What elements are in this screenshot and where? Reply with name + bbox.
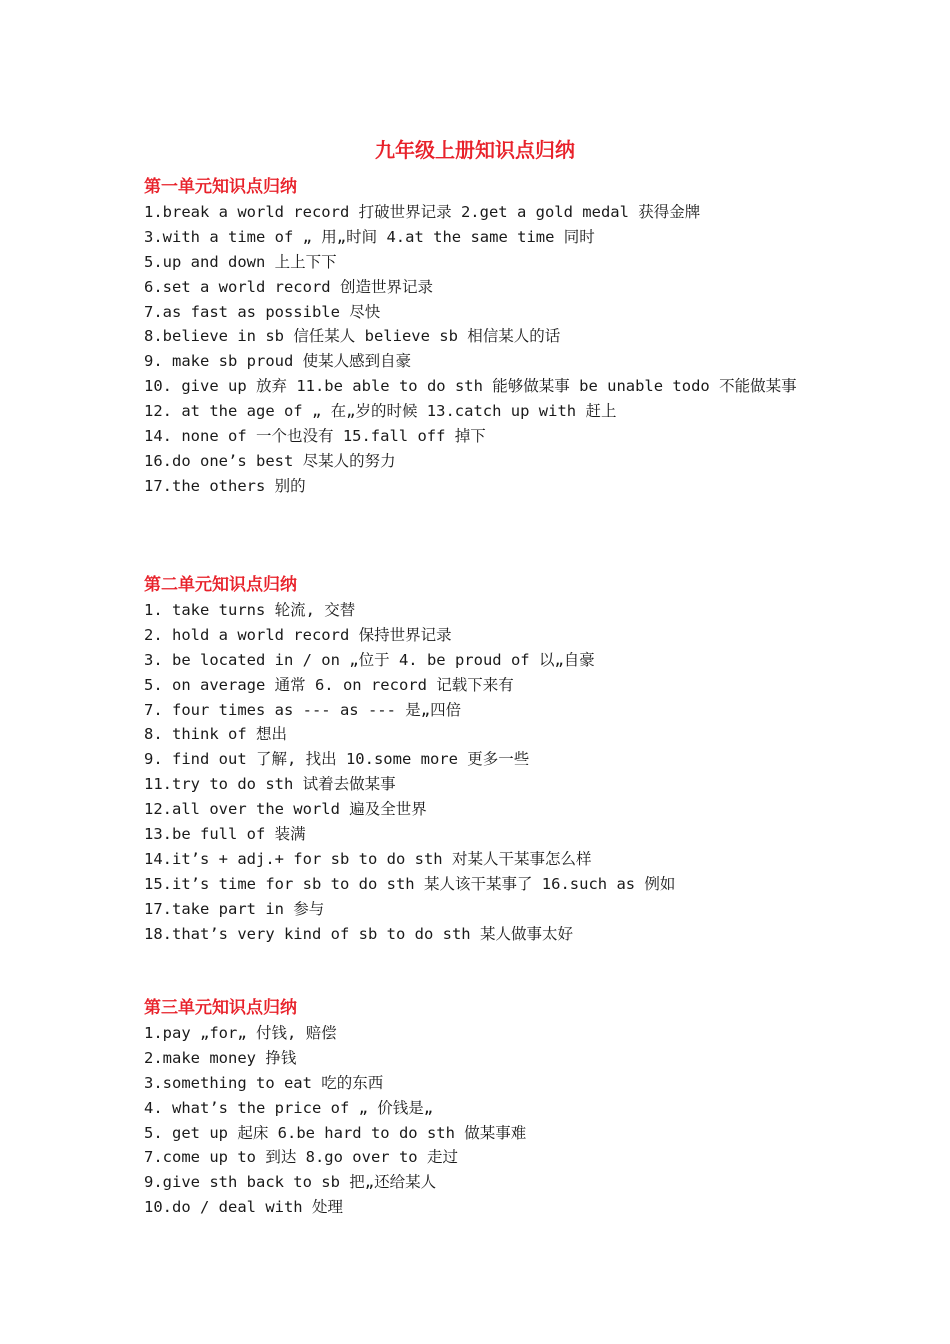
list-item: 1. take turns 轮流, 交替 bbox=[144, 600, 356, 619]
list-item: 5.up and down 上上下下 bbox=[144, 252, 337, 271]
list-item: 3.with a time of „ 用„时间 4.at the same time 同时 bbox=[144, 227, 595, 246]
list-item: 5. get up 起床 6.be hard to do sth 做某事难 bbox=[144, 1123, 527, 1142]
list-item: 12. at the age of „ 在„岁的时候 13.catch up with 赶上 bbox=[144, 402, 617, 421]
list-item: 16.do one’s best 尽某人的努力 bbox=[144, 451, 396, 470]
list-item: 7.as fast as possible 尽快 bbox=[144, 302, 381, 321]
list-item: 3.something to eat 吃的东西 bbox=[144, 1073, 384, 1092]
list-item: 17.take part in 参与 bbox=[144, 899, 325, 918]
list-item: 3. be located in / on „位于 4. be proud of 以„自豪 bbox=[144, 650, 595, 669]
list-item: 7. four times as --- as --- 是„四倍 bbox=[144, 700, 462, 719]
list-item: 14. none of 一个也没有 15.fall off 掉下 bbox=[144, 427, 486, 446]
section-heading: 第二单元知识点归纳 bbox=[144, 575, 297, 595]
section-heading: 第三单元知识点归纳 bbox=[144, 998, 297, 1018]
list-item: 18.that’s very kind of sb to do sth 某人做事太好 bbox=[144, 924, 573, 943]
list-item: 8. think of 想出 bbox=[144, 725, 287, 744]
list-item: 15.it’s time for sb to do sth 某人该干某事了 16.such as 例如 bbox=[144, 874, 676, 893]
list-item: 11.try to do sth 试着去做某事 bbox=[144, 775, 396, 794]
list-item: 8.believe in sb 信任某人 believe sb 相信某人的话 bbox=[144, 327, 561, 346]
section-heading: 第一单元知识点归纳 bbox=[144, 177, 297, 197]
document-title: 九年级上册知识点归纳 bbox=[375, 138, 575, 162]
list-item: 9. make sb proud 使某人感到自豪 bbox=[144, 352, 412, 371]
list-item: 14.it’s + adj.+ for sb to do sth 对某人干某事怎么样 bbox=[144, 849, 592, 868]
list-item: 9. find out 了解, 找出 10.some more 更多一些 bbox=[144, 750, 530, 769]
list-item: 12.all over the world 遍及全世界 bbox=[144, 800, 427, 819]
list-item: 2.make money 挣钱 bbox=[144, 1048, 297, 1067]
list-item: 1.pay „for„ 付钱, 赔偿 bbox=[144, 1023, 337, 1042]
section-unit-1 bbox=[144, 175, 824, 499]
list-item: 10. give up 放弃 11.be able to do sth 能够做某事 be unable todo 不能做某事 bbox=[144, 377, 797, 396]
list-item: 17.the others 别的 bbox=[144, 476, 306, 495]
list-item: 6.set a world record 创造世界记录 bbox=[144, 277, 433, 296]
list-item: 10.do / deal with 处理 bbox=[144, 1198, 343, 1217]
list-item: 9.give sth back to sb 把„还给某人 bbox=[144, 1173, 437, 1192]
section-unit-2 bbox=[144, 573, 824, 947]
list-item: 2. hold a world record 保持世界记录 bbox=[144, 625, 452, 644]
list-item: 4. what’s the price of „ 价钱是„ bbox=[144, 1098, 434, 1117]
list-item: 1.break a world record 打破世界记录 2.get a gold medal 获得金牌 bbox=[144, 202, 701, 221]
list-item: 7.come up to 到达 8.go over to 走过 bbox=[144, 1148, 458, 1167]
list-item: 13.be full of 装满 bbox=[144, 825, 306, 844]
section-unit-3 bbox=[144, 996, 824, 1220]
list-item: 5. on average 通常 6. on record 记载下来有 bbox=[144, 675, 514, 694]
